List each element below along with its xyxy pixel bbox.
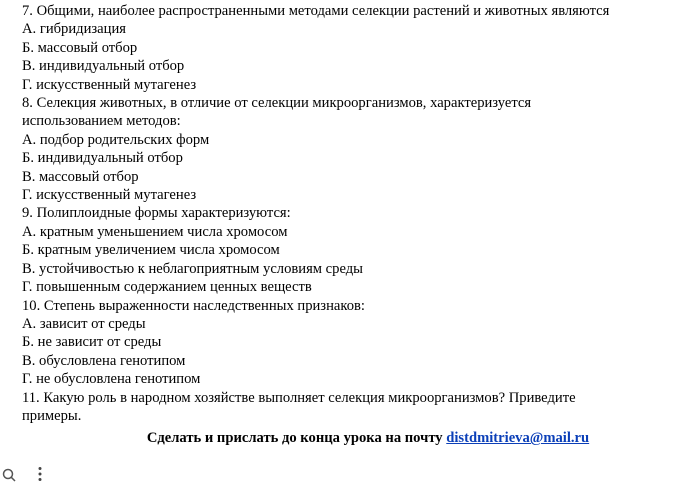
question-10 [22, 297, 682, 389]
option-a: А. кратным уменьшением числа хромосом [22, 223, 288, 240]
question-text: 11. Какую роль в народном хозяйстве выполняет селекция микроорганизмов? Приведите [22, 389, 576, 406]
instruction-text: Сделать и прислать до конца урока на почту [146, 430, 447, 447]
submission-instruction [22, 429, 682, 447]
question-text-continued: использованием методов: [22, 113, 181, 130]
option-a: А. подбор родительских форм [22, 131, 210, 148]
option-b: Б. индивидуальный отбор [22, 150, 183, 167]
more-vert-icon[interactable] [31, 465, 49, 483]
question-9 [22, 204, 682, 296]
question-text: 9. Полиплоидные формы характеризуются: [22, 205, 291, 222]
zoom-icon[interactable] [0, 466, 18, 484]
option-c: В. обусловлена генотипом [22, 352, 186, 369]
option-a: А. гибридизация [22, 21, 126, 38]
question-text: 8. Селекция животных, в отличие от селекции микроорганизмов, характеризуется [22, 95, 532, 112]
question-text-continued: примеры. [22, 407, 82, 424]
option-d: Г. не обусловлена генотипом [22, 371, 201, 388]
option-b: Б. кратным увеличением числа хромосом [22, 242, 280, 259]
option-b: Б. не зависит от среды [22, 334, 162, 351]
question-text: 7. Общими, наиболее распространенными методами селекции растений и животных являются [22, 3, 610, 19]
option-d: Г. повышенным содержанием ценных веществ [22, 279, 312, 296]
question-text: 10. Степень выраженности наследственных признаков: [22, 297, 365, 314]
bottom-toolbar [0, 462, 60, 484]
option-c: В. устойчивостью к неблагоприятным условиям среды [22, 260, 363, 277]
option-c: В. индивидуальный отбор [22, 58, 185, 75]
document-body [22, 2, 682, 448]
option-c: В. массовый отбор [22, 168, 139, 185]
question-8 [22, 94, 682, 204]
option-d: Г. искусственный мутагенез [22, 76, 197, 93]
option-d: Г. искусственный мутагенез [22, 187, 197, 204]
email-link[interactable]: distdmitrieva@mail.ru [446, 430, 590, 447]
option-b: Б. массовый отбор [22, 39, 138, 56]
option-a: А. зависит от среды [22, 315, 146, 332]
question-7 [22, 2, 682, 94]
question-11 [22, 389, 682, 426]
